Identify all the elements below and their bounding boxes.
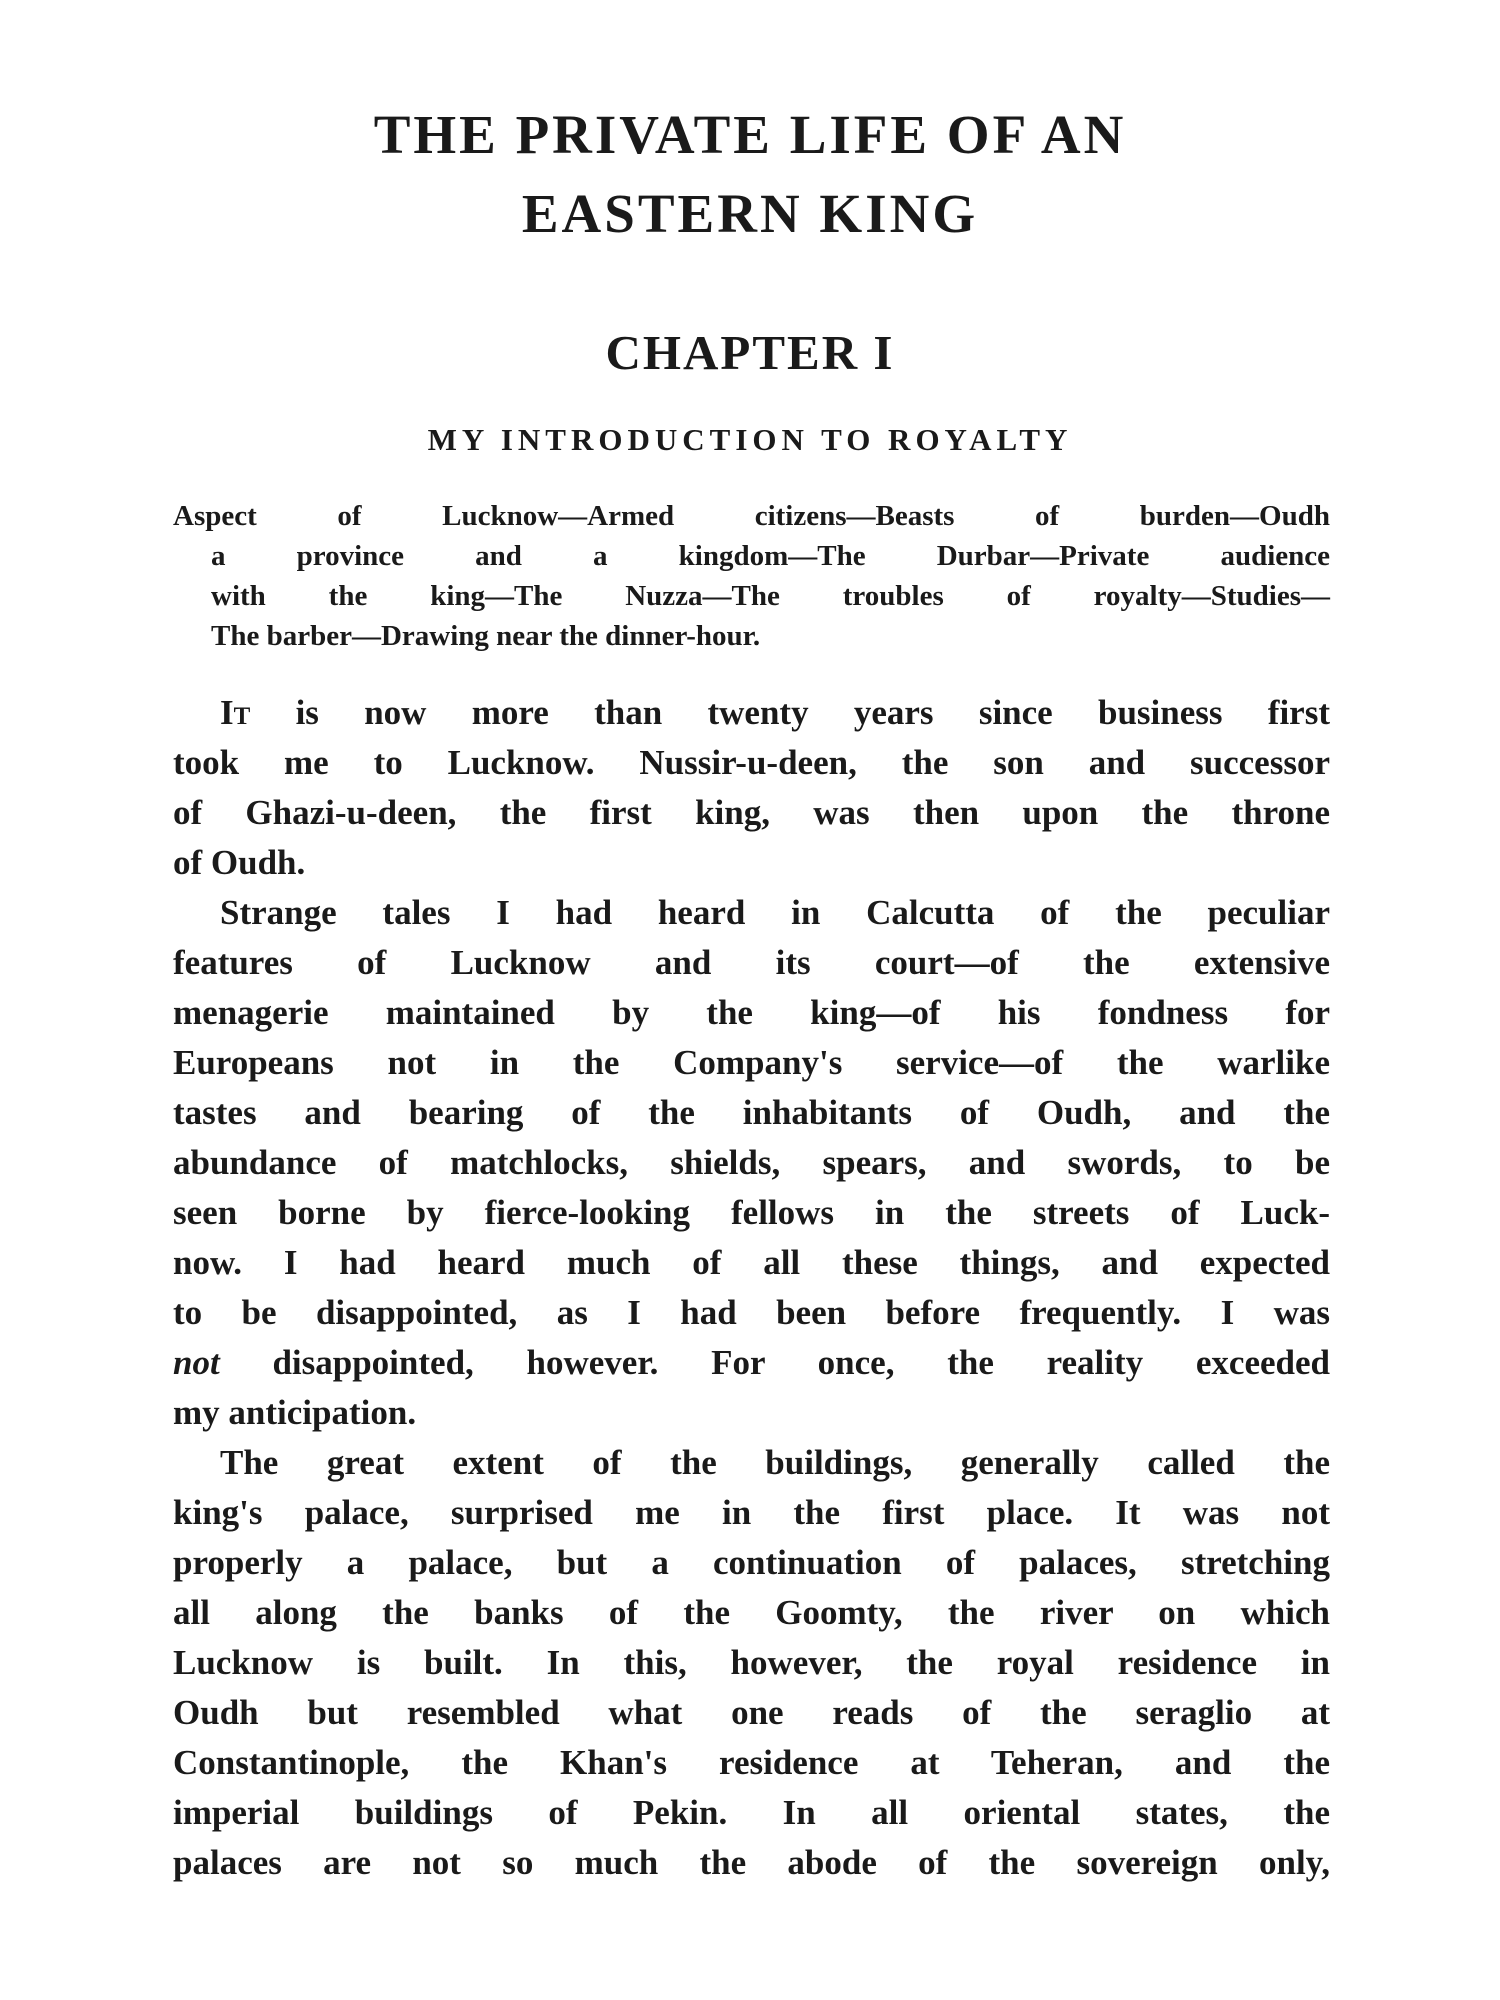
text-line: seen borne by fierce-looking fellows in the streets of Luck- — [173, 1193, 1330, 1232]
body-text — [173, 688, 1330, 1888]
text-line: features of Lucknow and its court—of the extensive — [173, 943, 1330, 982]
chapter-synopsis — [173, 496, 1330, 656]
text-line: Europeans not in the Company's service—of the warlike — [173, 1043, 1330, 1082]
text-line: Lucknow is built. In this, however, the royal residence in — [173, 1643, 1330, 1682]
synopsis-line: a province and a kingdom—The Durbar—Private audience — [211, 540, 1330, 572]
text-line: properly a palace, but a continuation of palaces, stretching — [173, 1543, 1330, 1582]
text-line: took me to Lucknow. Nussir-u-deen, the son and successor — [173, 743, 1330, 782]
text-line: to be disappointed, as I had been before frequently. I was — [173, 1293, 1330, 1332]
paragraph — [173, 688, 1330, 888]
text-line: tastes and bearing of the inhabitants of Oudh, and the — [173, 1093, 1330, 1132]
text-line: Strange tales I had heard in Calcutta of the peculiar — [220, 893, 1330, 932]
text-line: menagerie maintained by the king—of his fondness for — [173, 993, 1330, 1032]
synopsis-line: with the king—The Nuzza—The troubles of royalty—Studies— — [211, 580, 1330, 612]
synopsis-line: Aspect of Lucknow—Armed citizens—Beasts of burden—Oudh — [173, 500, 1330, 532]
text-line: abundance of matchlocks, shields, spears, and swords, to be — [173, 1143, 1330, 1182]
italic-word: not — [173, 1343, 220, 1382]
book-title-line-2: EASTERN KING — [521, 183, 979, 244]
text-line: Constantinople, the Khan's residence at Teheran, and the — [173, 1743, 1330, 1782]
text-line: now. I had heard much of all these things, and expected — [173, 1243, 1330, 1282]
text-line: palaces are not so much the abode of the sovereign only, — [173, 1843, 1330, 1882]
text-line: Oudh but resembled what one reads of the seraglio at — [173, 1693, 1330, 1732]
text-line: It is now more than twenty years since business first — [220, 693, 1330, 732]
text-line: of Oudh. — [173, 843, 306, 882]
text-line: The great extent of the buildings, generally called the — [220, 1443, 1330, 1482]
text-line: all along the banks of the Goomty, the river on which — [173, 1593, 1330, 1632]
text-line: imperial buildings of Pekin. In all oriental states, the — [173, 1793, 1330, 1832]
text-line: of Ghazi-u-deen, the first king, was then upon the throne — [173, 793, 1330, 832]
text-line: my anticipation. — [173, 1393, 417, 1432]
chapter-number: CHAPTER I — [605, 325, 895, 380]
paragraph — [173, 1438, 1330, 1888]
text-line: not disappointed, however. For once, the reality exceeded — [173, 1343, 1330, 1382]
synopsis-line: The barber—Drawing near the dinner-hour. — [211, 620, 761, 652]
text-line: king's palace, surprised me in the first place. It was not — [173, 1493, 1330, 1532]
book-title-line-1: THE PRIVATE LIFE OF AN — [373, 104, 1127, 165]
chapter-title: MY INTRODUCTION TO ROYALTY — [427, 422, 1073, 457]
dropcap-word: It — [220, 693, 251, 732]
paragraph — [173, 888, 1330, 1438]
